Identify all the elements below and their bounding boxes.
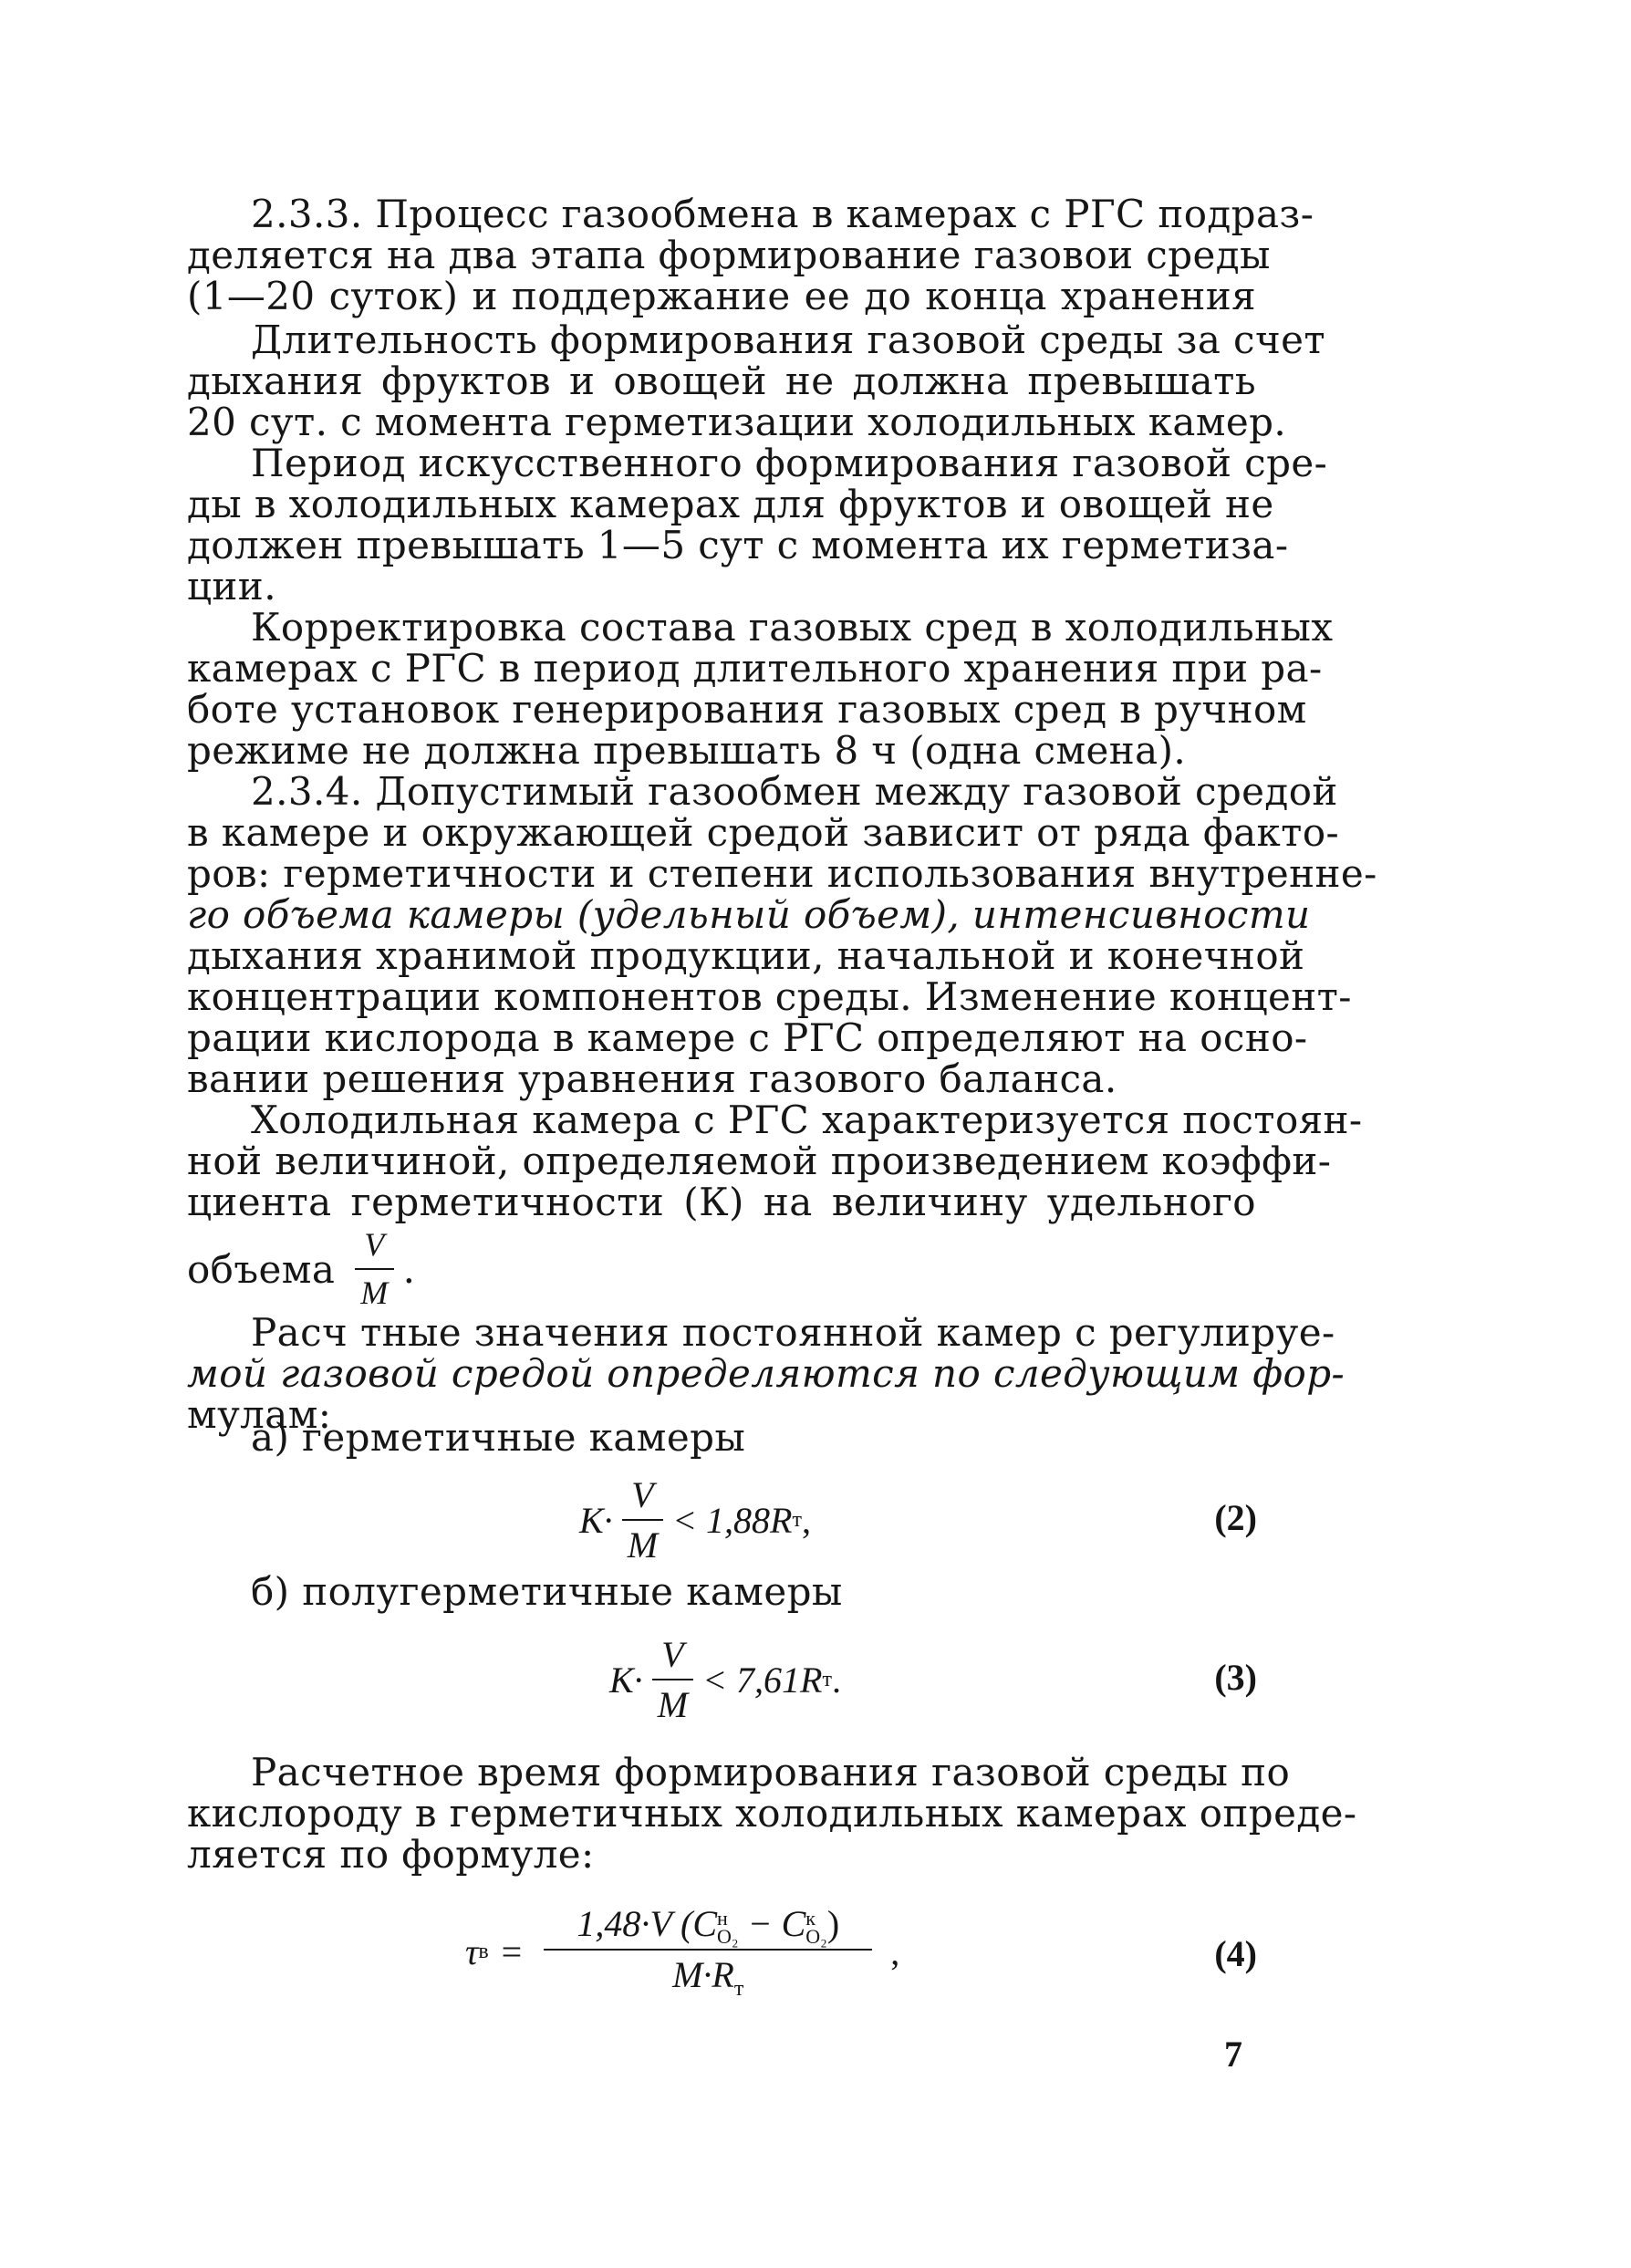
formula-subscript: O₂: [717, 1924, 739, 1948]
numerator-part: 1,48·V (C: [577, 1903, 718, 1944]
text-line: ды в холодильных камерах для фруктов и овощей не: [187, 482, 1274, 526]
superscript-subscript-stack: [805, 1906, 827, 1948]
item-semi-hermetic: б) полугерметичные камеры: [251, 1569, 843, 1614]
text-line: камерах с РГС в период длительного хранения при ра-: [187, 646, 1323, 691]
formula-punct: .: [831, 1659, 841, 1701]
formula-2: [579, 1473, 811, 1566]
equation-number-3: (3): [1214, 1657, 1257, 1698]
paragraph-chamber-constant: [187, 1098, 1363, 1314]
text-line: Корректировка состава газовых сред в холодильных: [251, 605, 1334, 650]
formula-k: K·: [609, 1659, 643, 1701]
fraction-denominator: [667, 1953, 749, 2002]
numerator-part: ): [826, 1903, 840, 1944]
text-line: боте установок генерирования газовых сред в ручном: [187, 687, 1307, 732]
fraction-denominator: M: [627, 1524, 659, 1566]
text-line: ляется по формуле:: [187, 1832, 595, 1877]
text-line: кислороду в герметичных холодильных камерах опреде-: [187, 1791, 1357, 1836]
text-line: Длительность формирования газовой среды за счет: [251, 317, 1326, 362]
formula-rhs: < 1,88R: [672, 1499, 793, 1541]
text-fragment: .: [402, 1246, 416, 1292]
text-line: Расч тные значения постоянной камер с регулируе-: [251, 1310, 1335, 1355]
formula-subscript: в: [478, 1939, 489, 1963]
text-line: го объема камеры (удельный объем), интенсивности: [187, 892, 1311, 937]
inline-formula-line: [187, 1224, 1256, 1314]
text-line: Холодильная камера с РГС характеризуется постоян-: [251, 1098, 1363, 1142]
text-line: вании решения уравнения газового баланса.: [187, 1056, 1117, 1101]
fraction-numerator: V: [661, 1634, 684, 1675]
denominator-part: M·R: [672, 1953, 734, 1995]
fraction-numerator: V: [364, 1226, 385, 1263]
specific-volume-fraction: [355, 1224, 393, 1314]
text-line: концентрации компонентов среды. Изменение концент-: [187, 974, 1352, 1019]
text-line: режиме не должна превышать 8 ч (одна смена).: [187, 728, 1187, 773]
fraction-denominator: M: [360, 1274, 389, 1311]
paragraph-formation-time: [187, 1750, 1357, 1877]
equation-number-2: (2): [1214, 1497, 1257, 1538]
text-fragment: объема: [187, 1246, 336, 1292]
text-line: дыхания хранимой продукции, начальной и конечной: [187, 933, 1305, 978]
text-line: рации кислорода в камере с РГС определяют на осно-: [187, 1015, 1308, 1060]
text-line: мулам:: [187, 1392, 332, 1437]
fraction-bar: [544, 1949, 872, 1951]
formula-equals: =: [501, 1930, 523, 1972]
text-line: деляется на два этапа формирование газовои среды: [187, 233, 1271, 277]
formula-4: [465, 1902, 899, 2002]
numerator-part: − C: [738, 1903, 806, 1944]
formula-punct: ,: [801, 1499, 811, 1541]
text-line: Период искусственного формирования газовой сре-: [251, 441, 1328, 485]
fraction-bar: [355, 1268, 393, 1270]
fraction-bar: [622, 1519, 663, 1521]
text-line: 2.3.4. Допустимый газообмен между газовой средой: [251, 769, 1338, 814]
page-number: 7: [1224, 2034, 1242, 2075]
formula-lhs: τ: [465, 1930, 479, 1972]
fraction-numerator: [571, 1902, 845, 1946]
paragraph-2-3-4: [187, 769, 1377, 1101]
equation-number-4: (4): [1214, 1933, 1257, 1974]
text-line: ции.: [187, 564, 276, 609]
formula-fraction: [622, 1473, 663, 1566]
text-line: ной величиной, определяемой произведением коэффи-: [187, 1139, 1332, 1183]
text-line: циента герметичности (К) на величину удельного: [187, 1180, 1256, 1224]
text-line: Расчетное время формирования газовой среды по: [251, 1750, 1291, 1795]
paragraph-correction: [187, 605, 1334, 773]
text-line: мой газовой средой определяются по следующим фор-: [187, 1351, 1345, 1396]
formula-fraction: [652, 1633, 693, 1726]
text-line: 2.3.3. Процесс газообмена в камерах с РГС подраз-: [251, 192, 1314, 236]
item-hermetic: а) герметичные камеры: [251, 1415, 746, 1460]
formula-subscript: т: [792, 1507, 802, 1532]
text-line: в камере и окружающей средой зависит от ряда факто-: [187, 810, 1340, 855]
formula-3: [609, 1633, 841, 1726]
paragraph-artificial-period: [187, 441, 1328, 609]
text-line: должен превышать 1—5 сут с момента их герметиза-: [187, 523, 1289, 567]
formula-subscript: т: [733, 1976, 744, 2001]
paragraph-duration: [187, 317, 1326, 444]
formula-fraction: [544, 1902, 872, 2002]
formula-subscript: O₂: [805, 1924, 827, 1948]
formula-punct: ,: [890, 1930, 900, 1972]
formula-subscript: т: [822, 1667, 832, 1691]
formula-superscript: к: [805, 1906, 816, 1930]
formula-rhs: < 7,61R: [702, 1659, 823, 1701]
fraction-bar: [652, 1679, 693, 1680]
paragraph-2-3-3: [187, 192, 1314, 318]
text-line: 20 сут. с момента герметизации холодильных камер.: [187, 400, 1287, 444]
formula-superscript: н: [717, 1906, 728, 1930]
formula-k: K·: [579, 1499, 613, 1541]
fraction-denominator: M: [657, 1684, 689, 1725]
text-line: (1—20 суток) и поддержание ее до конца хранения: [187, 274, 1256, 318]
superscript-subscript-stack: [717, 1906, 739, 1948]
text-line: ров: герметичности и степени использования внутренне-: [187, 851, 1377, 896]
fraction-numerator: V: [631, 1474, 654, 1515]
text-line: дыхания фруктов и овощей не должна превышать: [187, 359, 1256, 403]
